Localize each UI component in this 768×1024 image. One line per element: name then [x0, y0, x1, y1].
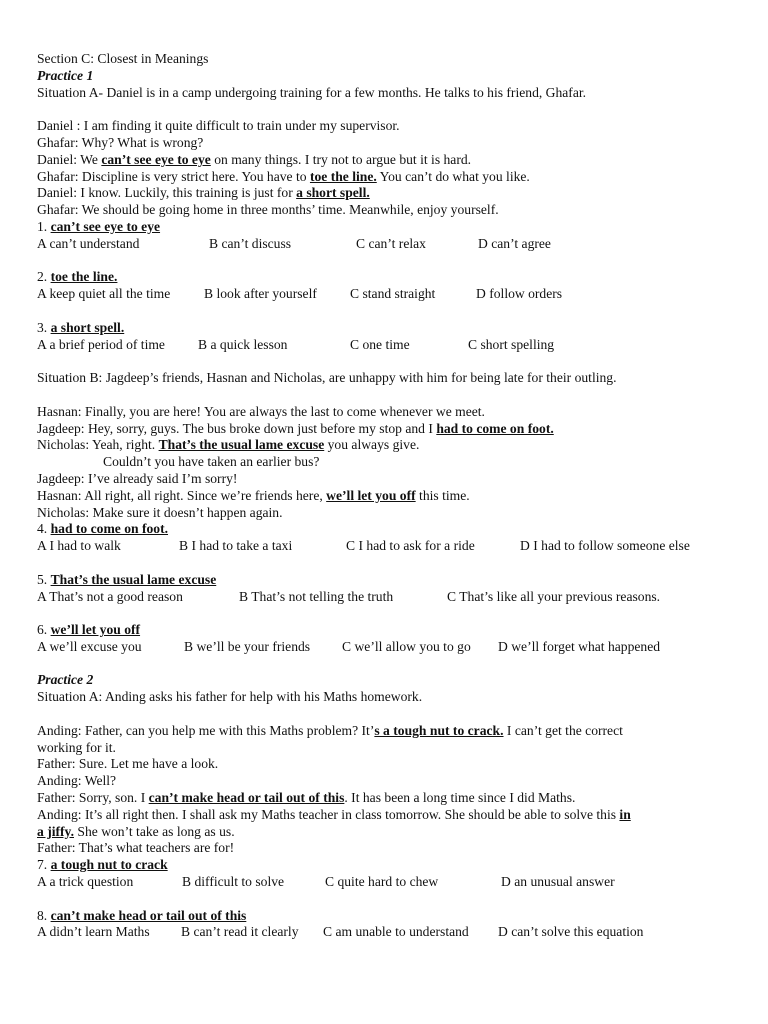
option-d: D we’ll forget what happened — [498, 638, 661, 654]
option-a: A a brief period of time — [37, 336, 165, 352]
dialogue-line — [37, 824, 737, 841]
idiom-highlight: had to come on foot. — [436, 420, 554, 436]
idiom-highlight: toe the line. — [309, 168, 377, 184]
question-4-stem — [37, 521, 737, 538]
idiom-highlight: can’t make head or tail out of this — [148, 790, 345, 806]
spacer — [37, 253, 737, 270]
question-phrase: a tough nut to crack — [50, 857, 168, 873]
dialogue-line: Couldn’t you have taken an earlier bus? — [103, 454, 320, 470]
question-1-stem — [37, 219, 737, 236]
question-6-options — [37, 639, 737, 656]
question-number: 1. — [37, 218, 51, 234]
situation-a-intro: Situation A: Anding asks his father for help with his Maths homework. — [37, 689, 423, 705]
spacer — [37, 656, 737, 673]
dialogue-line — [37, 807, 737, 824]
idiom-highlight: That’s the usual lame excuse — [158, 437, 325, 453]
option-a: A I had to walk — [37, 538, 121, 554]
idiom-highlight: in — [619, 806, 631, 822]
dialogue-text: you always give. — [324, 437, 420, 453]
idiom-highlight: can’t see eye to eye — [101, 151, 211, 167]
question-phrase: a short spell. — [50, 319, 125, 335]
dialogue-text: Anding: It’s all right then. I shall ask my Maths teacher in class tomorrow. She should be able to solve this — [37, 806, 620, 822]
dialogue-text: . It has been a long time since I did Maths. — [344, 790, 576, 806]
option-b: B can’t discuss — [209, 235, 292, 251]
dialogue-text: Ghafar: Discipline is very strict here. You have to — [37, 168, 310, 184]
question-4-options — [37, 538, 737, 555]
dialogue-line: Daniel : I am finding it quite difficult to train under my supervisor. — [37, 118, 400, 134]
dialogue-text: She won’t take as long as us. — [74, 823, 235, 839]
option-c: C we’ll allow you to go — [342, 638, 471, 654]
dialogue-line: Ghafar: Why? What is wrong? — [37, 134, 204, 150]
option-b: B That’s not telling the truth — [239, 588, 394, 604]
question-8-stem — [37, 908, 737, 925]
question-number: 6. — [37, 622, 51, 638]
practice-2-heading: Practice 2 — [37, 672, 94, 688]
question-number: 7. — [37, 857, 51, 873]
idiom-highlight: a jiffy. — [37, 823, 74, 839]
practice-1-heading: Practice 1 — [37, 67, 94, 83]
option-b: B we’ll be your friends — [184, 638, 311, 654]
dialogue-line — [37, 790, 737, 807]
dialogue-line — [37, 488, 737, 505]
question-3-stem — [37, 320, 737, 337]
section-title: Section C: Closest in Meanings — [37, 51, 209, 66]
question-number: 8. — [37, 907, 51, 923]
dialogue-text: I can’t get the correct — [503, 722, 623, 738]
situation-a-intro: Situation A- Daniel is in a camp undergoing training for a few months. He talks to his friend, Ghafar. — [37, 84, 587, 100]
option-c: C can’t relax — [356, 235, 426, 251]
dialogue-line — [37, 421, 737, 438]
question-7-options — [37, 874, 737, 891]
question-number: 4. — [37, 521, 51, 537]
dialogue-text: Hasnan: All right, all right. Since we’re friends here, — [37, 487, 327, 503]
option-a: A didn’t learn Maths — [37, 924, 150, 940]
option-b: B look after yourself — [204, 286, 317, 302]
dialogue-line — [37, 152, 737, 169]
option-c: C I had to ask for a ride — [346, 538, 475, 554]
dialogue-text: on many things. I try not to argue but it is hard. — [210, 151, 472, 167]
dialogue-line — [37, 169, 737, 186]
dialogue-text: You can’t do what you like. — [376, 168, 530, 184]
idiom-highlight: a short spell. — [296, 185, 370, 201]
option-d: D follow orders — [476, 286, 563, 302]
question-2-options — [37, 286, 737, 303]
dialogue-line: Jagdeep: I’ve already said I’m sorry! — [37, 470, 238, 486]
question-phrase: toe the line. — [50, 269, 118, 285]
question-phrase: can’t make head or tail out of this — [50, 907, 247, 923]
spacer — [37, 303, 737, 320]
dialogue-line: Ghafar: We should be going home in three months’ time. Meanwhile, enjoy yourself. — [37, 202, 499, 218]
question-number: 3. — [37, 319, 51, 335]
situation-b-intro: Situation B: Jagdeep’s friends, Hasnan and Nicholas, are unhappy with him for being late for their outling. — [37, 370, 617, 386]
option-b: B a quick lesson — [198, 336, 288, 352]
option-a: A a trick question — [37, 874, 134, 890]
question-5-options — [37, 589, 737, 606]
option-d: D can’t solve this equation — [498, 924, 644, 940]
spacer — [37, 891, 737, 908]
dialogue-line: Nicholas: Make sure it doesn’t happen again. — [37, 504, 283, 520]
option-b: B can’t read it clearly — [181, 924, 299, 940]
option-b: B difficult to solve — [182, 874, 285, 890]
question-5-stem — [37, 572, 737, 589]
question-phrase: That’s the usual lame excuse — [50, 571, 217, 587]
dialogue-line: Anding: Well? — [37, 773, 117, 789]
spacer — [37, 555, 737, 572]
dialogue-text: Nicholas: Yeah, right. — [37, 437, 159, 453]
idiom-highlight: we’ll let you off — [326, 487, 416, 503]
option-d: D an unusual answer — [501, 874, 615, 890]
option-b: B I had to take a taxi — [179, 538, 293, 554]
dialogue-text: this time. — [415, 487, 470, 503]
spacer — [37, 387, 737, 404]
question-phrase: had to come on foot. — [50, 521, 169, 537]
question-6-stem — [37, 622, 737, 639]
dialogue-line — [37, 723, 737, 740]
spacer — [37, 605, 737, 622]
option-d: D can’t agree — [478, 235, 551, 251]
question-phrase: we’ll let you off — [50, 622, 141, 638]
spacer — [37, 706, 737, 723]
dialogue-line: Father: That’s what teachers are for! — [37, 840, 235, 856]
dialogue-text: Daniel: I know. Luckily, this training is just for — [37, 185, 297, 201]
spacer — [37, 353, 737, 370]
dialogue-line: working for it. — [37, 739, 116, 755]
question-1-options — [37, 236, 737, 253]
dialogue-text: Jagdeep: Hey, sorry, guys. The bus broke down just before my stop and I — [37, 420, 437, 436]
worksheet-document — [37, 51, 737, 941]
option-a: A keep quiet all the time — [37, 286, 171, 302]
option-c: C am unable to understand — [323, 924, 469, 940]
option-c: C one time — [350, 336, 410, 352]
option-a: A can’t understand — [37, 235, 140, 251]
dialogue-text: Anding: Father, can you help me with this Maths problem? It’ — [37, 722, 375, 738]
dialogue-text: Daniel: We — [37, 151, 102, 167]
question-number: 2. — [37, 269, 51, 285]
question-8-options — [37, 924, 737, 941]
dialogue-text: Father: Sorry, son. I — [37, 790, 149, 806]
option-d: C short spelling — [468, 336, 555, 352]
option-a: A That’s not a good reason — [37, 588, 183, 604]
spacer — [37, 101, 737, 118]
question-number: 5. — [37, 571, 51, 587]
idiom-highlight: s a tough nut to crack. — [374, 722, 504, 738]
option-c: C stand straight — [350, 286, 436, 302]
question-7-stem — [37, 857, 737, 874]
dialogue-line: Father: Sure. Let me have a look. — [37, 756, 219, 772]
option-c: C quite hard to chew — [325, 874, 439, 890]
option-d: D I had to follow someone else — [520, 538, 690, 554]
question-2-stem — [37, 269, 737, 286]
dialogue-line — [37, 185, 737, 202]
option-c: C That’s like all your previous reasons. — [447, 588, 661, 604]
question-3-options — [37, 337, 737, 354]
dialogue-line — [37, 437, 737, 454]
option-a: A we’ll excuse you — [37, 638, 142, 654]
dialogue-line: Hasnan: Finally, you are here! You are always the last to come whenever we meet. — [37, 403, 485, 419]
question-phrase: can’t see eye to eye — [50, 218, 161, 234]
